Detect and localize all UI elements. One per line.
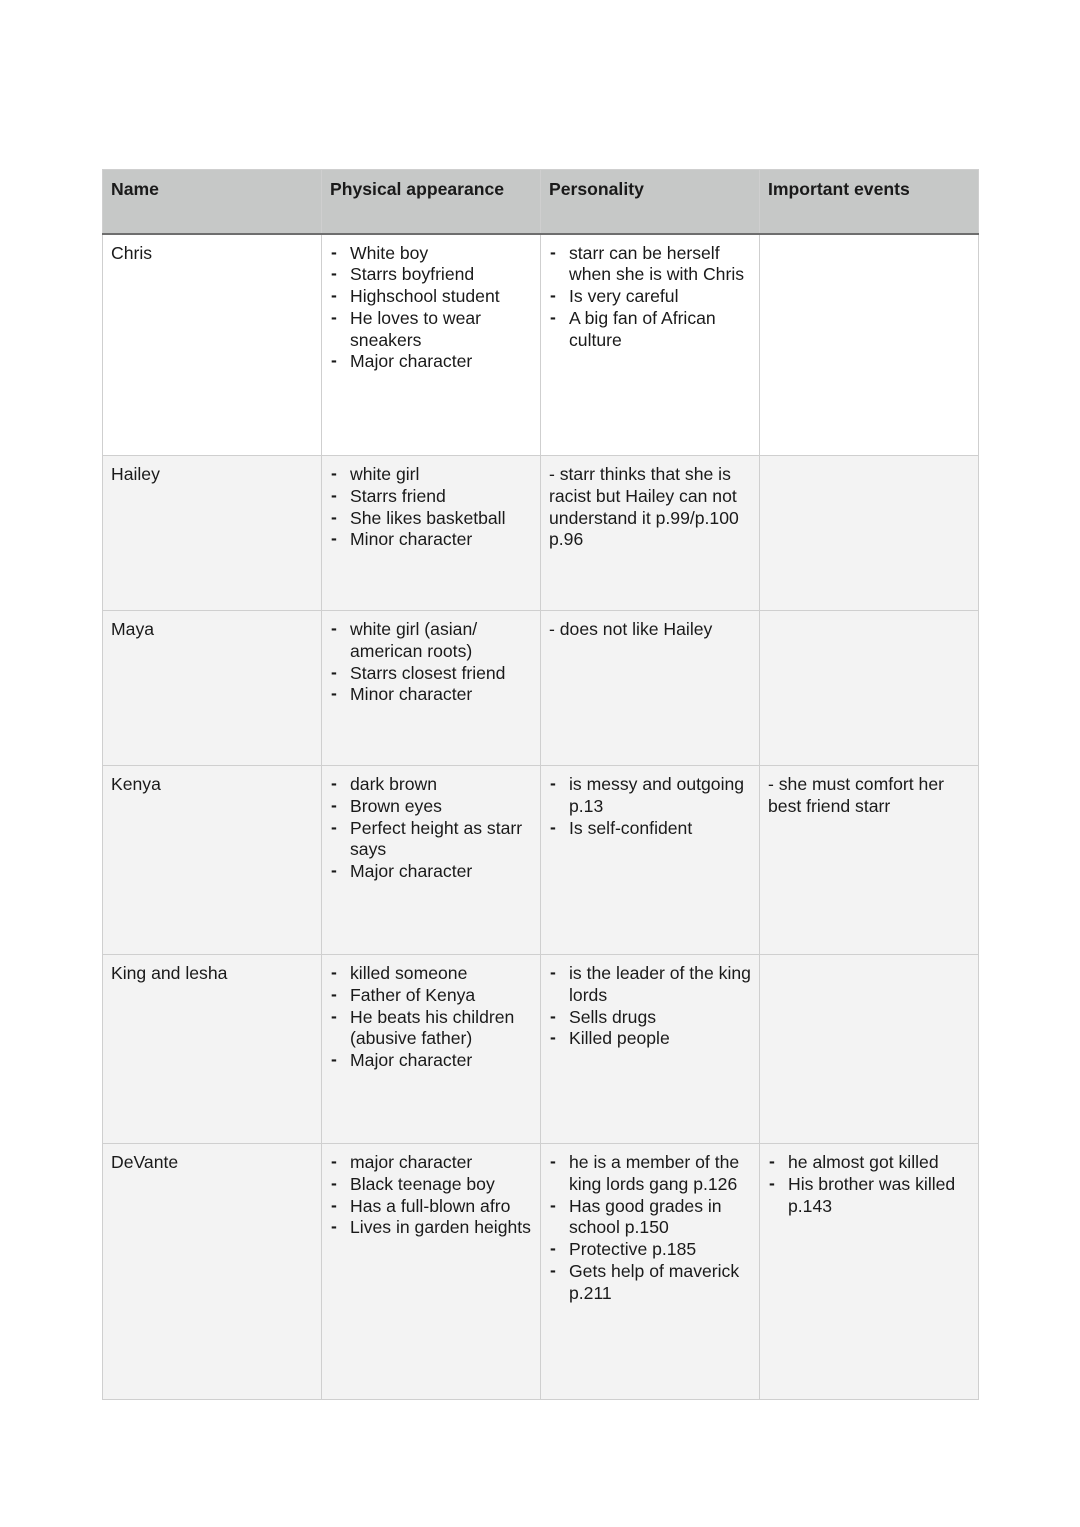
- physical-cell: [322, 955, 541, 1144]
- list-item: - major character: [330, 1152, 533, 1174]
- events-cell: [760, 611, 979, 766]
- personality-list: [549, 243, 752, 352]
- list-item: - Starrs friend: [330, 486, 533, 508]
- list-item: - He beats his children (abusive father): [330, 1007, 533, 1051]
- table-row: [103, 456, 979, 611]
- personality-text: - starr thinks that she is racist but Hailey can not understand it p.99/p.100 p.96: [549, 464, 739, 550]
- list-item: - Gets help of maverick p.211: [549, 1261, 752, 1305]
- list-item: - dark brown: [330, 774, 533, 796]
- list-item: - Has good grades in school p.150: [549, 1196, 752, 1240]
- physical-list: [330, 619, 533, 706]
- list-item: - Perfect height as starr says: [330, 818, 533, 862]
- character-table: [102, 169, 979, 1400]
- list-item: - Sells drugs: [549, 1007, 752, 1029]
- list-item: - Major character: [330, 1050, 533, 1072]
- list-item: - is the leader of the king lords: [549, 963, 752, 1007]
- physical-cell: [322, 456, 541, 611]
- list-item: - He loves to wear sneakers: [330, 308, 533, 352]
- table-row: [103, 611, 979, 766]
- header-name: Name: [103, 170, 322, 234]
- list-item: - Is very careful: [549, 286, 752, 308]
- list-item: - Minor character: [330, 529, 533, 551]
- list-item: - She likes basketball: [330, 508, 533, 530]
- header-personality: Personality: [541, 170, 760, 234]
- table-row: [103, 766, 979, 955]
- personality-cell: [541, 456, 760, 611]
- personality-list: [549, 774, 752, 839]
- personality-cell: [541, 611, 760, 766]
- physical-cell: [322, 611, 541, 766]
- list-item: - Black teenage boy: [330, 1174, 533, 1196]
- header-physical-appearance: Physical appearance: [322, 170, 541, 234]
- character-table-sheet: [102, 169, 978, 1400]
- list-item: - Lives in garden heights: [330, 1217, 533, 1239]
- list-item: - he is a member of the king lords gang p.126: [549, 1152, 752, 1196]
- list-item: - Highschool student: [330, 286, 533, 308]
- events-cell: [760, 234, 979, 456]
- table-row: [103, 955, 979, 1144]
- personality-list: [549, 1152, 752, 1305]
- list-item: - Killed people: [549, 1028, 752, 1050]
- list-item: - Minor character: [330, 684, 533, 706]
- name-cell: Chris: [103, 234, 322, 456]
- list-item: - Protective p.185: [549, 1239, 752, 1261]
- events-cell: [760, 766, 979, 955]
- header-row: [103, 170, 979, 234]
- physical-list: [330, 464, 533, 551]
- list-item: - white girl: [330, 464, 533, 486]
- name-cell: King and lesha: [103, 955, 322, 1144]
- list-item: - Major character: [330, 861, 533, 883]
- list-item: - is messy and outgoing p.13: [549, 774, 752, 818]
- list-item: - he almost got killed: [768, 1152, 971, 1174]
- events-cell: [760, 1144, 979, 1400]
- physical-cell: [322, 766, 541, 955]
- personality-list: [549, 963, 752, 1050]
- list-item: - Major character: [330, 351, 533, 373]
- list-item: - starr can be herself when she is with Chris: [549, 243, 752, 287]
- personality-cell: [541, 234, 760, 456]
- physical-list: [330, 243, 533, 374]
- events-list: [768, 1152, 971, 1217]
- name-cell: Hailey: [103, 456, 322, 611]
- list-item: - Father of Kenya: [330, 985, 533, 1007]
- list-item: - killed someone: [330, 963, 533, 985]
- header-important-events: Important events: [760, 170, 979, 234]
- list-item: - Starrs closest friend: [330, 663, 533, 685]
- physical-list: [330, 963, 533, 1072]
- list-item: - A big fan of African culture: [549, 308, 752, 352]
- list-item: - His brother was killed p.143: [768, 1174, 971, 1218]
- personality-cell: [541, 1144, 760, 1400]
- personality-text: - does not like Hailey: [549, 619, 713, 639]
- events-cell: [760, 955, 979, 1144]
- physical-cell: [322, 1144, 541, 1400]
- list-item: - Brown eyes: [330, 796, 533, 818]
- list-item: - White boy: [330, 243, 533, 265]
- list-item: - Has a full-blown afro: [330, 1196, 533, 1218]
- table-row: [103, 1144, 979, 1400]
- name-cell: DeVante: [103, 1144, 322, 1400]
- physical-cell: [322, 234, 541, 456]
- personality-cell: [541, 766, 760, 955]
- personality-cell: [541, 955, 760, 1144]
- list-item: - Starrs boyfriend: [330, 264, 533, 286]
- name-cell: Kenya: [103, 766, 322, 955]
- events-text: - she must comfort her best friend starr: [768, 774, 944, 816]
- name-cell: Maya: [103, 611, 322, 766]
- list-item: - Is self-confident: [549, 818, 752, 840]
- events-cell: [760, 456, 979, 611]
- physical-list: [330, 1152, 533, 1239]
- list-item: - white girl (asian/ american roots): [330, 619, 533, 663]
- table-row: [103, 234, 979, 456]
- physical-list: [330, 774, 533, 883]
